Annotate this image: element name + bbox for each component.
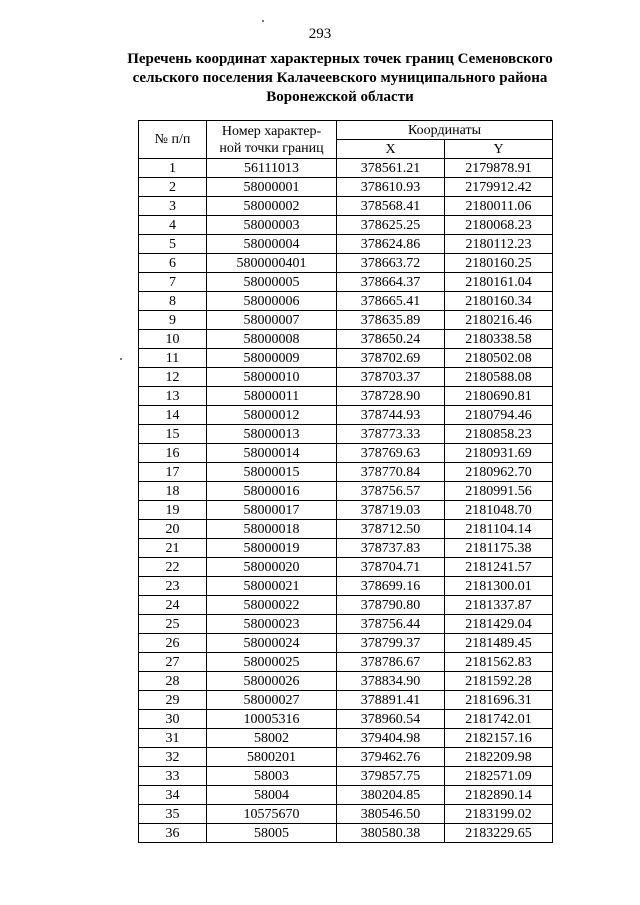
table-row [139,520,553,539]
table-row [139,691,553,710]
x-coordinate-cell: 378663.72 [337,254,445,273]
row-number-cell: 9 [139,311,207,330]
row-number-cell: 13 [139,387,207,406]
x-coordinate-cell: 378773.33 [337,425,445,444]
x-coordinate-cell: 378756.57 [337,482,445,501]
table-row [139,577,553,596]
header-point-line: ной точки границ [219,140,324,156]
point-id-cell: 58000007 [207,311,337,330]
row-number-cell: 35 [139,805,207,824]
row-number-cell: 25 [139,615,207,634]
row-number-cell: 23 [139,577,207,596]
x-coordinate-cell: 378625.25 [337,216,445,235]
table-row [139,786,553,805]
header-y: Y [445,140,553,159]
scan-dot [120,358,122,360]
point-id-cell: 5800201 [207,748,337,767]
y-coordinate-cell: 2180931.69 [445,444,553,463]
coordinates-table [138,120,553,843]
row-number-cell: 17 [139,463,207,482]
y-coordinate-cell: 2182890.14 [445,786,553,805]
point-id-cell: 58004 [207,786,337,805]
point-id-cell: 58000026 [207,672,337,691]
y-coordinate-cell: 2180690.81 [445,387,553,406]
point-id-cell: 58000002 [207,197,337,216]
table-row [139,558,553,577]
x-coordinate-cell: 379404.98 [337,729,445,748]
x-coordinate-cell: 378624.86 [337,235,445,254]
table-row [139,482,553,501]
x-coordinate-cell: 378650.24 [337,330,445,349]
x-coordinate-cell: 378561.21 [337,159,445,178]
x-coordinate-cell: 380546.50 [337,805,445,824]
point-id-cell: 58000006 [207,292,337,311]
point-id-cell: 58000021 [207,577,337,596]
y-coordinate-cell: 2180858.23 [445,425,553,444]
y-coordinate-cell: 2183229.65 [445,824,553,843]
row-number-cell: 16 [139,444,207,463]
row-number-cell: 31 [139,729,207,748]
table-row [139,349,553,368]
y-coordinate-cell: 2181048.70 [445,501,553,520]
row-number-cell: 2 [139,178,207,197]
y-coordinate-cell: 2179912.42 [445,178,553,197]
x-coordinate-cell: 380580.38 [337,824,445,843]
table-row [139,672,553,691]
point-id-cell: 58000027 [207,691,337,710]
point-id-cell: 58000010 [207,368,337,387]
title-line: Воронежской области [266,89,414,105]
table-row [139,824,553,843]
x-coordinate-cell: 378737.83 [337,539,445,558]
header-coordinates: Координаты [337,121,553,140]
table-row [139,729,553,748]
x-coordinate-cell: 378744.93 [337,406,445,425]
scan-dot [262,20,264,22]
row-number-cell: 11 [139,349,207,368]
x-coordinate-cell: 378703.37 [337,368,445,387]
x-coordinate-cell: 378786.67 [337,653,445,672]
point-id-cell: 5800000401 [207,254,337,273]
point-id-cell: 58000019 [207,539,337,558]
y-coordinate-cell: 2181696.31 [445,691,553,710]
point-id-cell: 58000023 [207,615,337,634]
table-row [139,463,553,482]
table-row [139,596,553,615]
y-coordinate-cell: 2181429.04 [445,615,553,634]
y-coordinate-cell: 2180338.58 [445,330,553,349]
y-coordinate-cell: 2180502.08 [445,349,553,368]
row-number-cell: 7 [139,273,207,292]
point-id-cell: 58000013 [207,425,337,444]
row-number-cell: 8 [139,292,207,311]
x-coordinate-cell: 378770.84 [337,463,445,482]
y-coordinate-cell: 2180161.04 [445,273,553,292]
y-coordinate-cell: 2181489.45 [445,634,553,653]
table-row [139,368,553,387]
table-row [139,501,553,520]
page-number: 293 [308,26,332,42]
row-number-cell: 21 [139,539,207,558]
row-number-cell: 14 [139,406,207,425]
row-number-cell: 24 [139,596,207,615]
row-number-cell: 5 [139,235,207,254]
x-coordinate-cell: 378728.90 [337,387,445,406]
table-row [139,197,553,216]
x-coordinate-cell: 378960.54 [337,710,445,729]
y-coordinate-cell: 2181300.01 [445,577,553,596]
row-number-cell: 12 [139,368,207,387]
row-number-cell: 27 [139,653,207,672]
table-row [139,292,553,311]
y-coordinate-cell: 2180011.06 [445,197,553,216]
y-coordinate-cell: 2180160.34 [445,292,553,311]
y-coordinate-cell: 2180794.46 [445,406,553,425]
y-coordinate-cell: 2183199.02 [445,805,553,824]
row-number-cell: 22 [139,558,207,577]
point-id-cell: 58005 [207,824,337,843]
x-coordinate-cell: 378799.37 [337,634,445,653]
x-coordinate-cell: 378699.16 [337,577,445,596]
point-id-cell: 58002 [207,729,337,748]
y-coordinate-cell: 2180962.70 [445,463,553,482]
row-number-cell: 3 [139,197,207,216]
point-id-cell: 58000020 [207,558,337,577]
table-row [139,634,553,653]
x-coordinate-cell: 378664.37 [337,273,445,292]
row-number-cell: 10 [139,330,207,349]
point-id-cell: 58000022 [207,596,337,615]
table-row [139,273,553,292]
y-coordinate-cell: 2181337.87 [445,596,553,615]
y-coordinate-cell: 2181241.57 [445,558,553,577]
row-number-cell: 18 [139,482,207,501]
x-coordinate-cell: 378834.90 [337,672,445,691]
table-row [139,653,553,672]
x-coordinate-cell: 378704.71 [337,558,445,577]
point-id-cell: 58000018 [207,520,337,539]
y-coordinate-cell: 2181742.01 [445,710,553,729]
row-number-cell: 15 [139,425,207,444]
table-row [139,159,553,178]
row-number-cell: 26 [139,634,207,653]
point-id-cell: 56111013 [207,159,337,178]
y-coordinate-cell: 2180068.23 [445,216,553,235]
point-id-cell: 58000001 [207,178,337,197]
y-coordinate-cell: 2182209.98 [445,748,553,767]
x-coordinate-cell: 378891.41 [337,691,445,710]
point-id-cell: 58000025 [207,653,337,672]
y-coordinate-cell: 2181175.38 [445,539,553,558]
y-coordinate-cell: 2181592.28 [445,672,553,691]
table-row [139,805,553,824]
table-row [139,387,553,406]
row-number-cell: 36 [139,824,207,843]
point-id-cell: 10005316 [207,710,337,729]
header-number: № п/п [139,121,207,159]
point-id-cell: 58000016 [207,482,337,501]
point-id-cell: 58000011 [207,387,337,406]
point-id-cell: 58003 [207,767,337,786]
table-row [139,748,553,767]
x-coordinate-cell: 378702.69 [337,349,445,368]
x-coordinate-cell: 380204.85 [337,786,445,805]
y-coordinate-cell: 2182157.16 [445,729,553,748]
row-number-cell: 32 [139,748,207,767]
table-row [139,425,553,444]
point-id-cell: 58000017 [207,501,337,520]
row-number-cell: 4 [139,216,207,235]
y-coordinate-cell: 2180216.46 [445,311,553,330]
row-number-cell: 28 [139,672,207,691]
x-coordinate-cell: 379857.75 [337,767,445,786]
x-coordinate-cell: 378756.44 [337,615,445,634]
y-coordinate-cell: 2180160.25 [445,254,553,273]
row-number-cell: 6 [139,254,207,273]
point-id-cell: 58000003 [207,216,337,235]
point-id-cell: 58000012 [207,406,337,425]
row-number-cell: 33 [139,767,207,786]
point-id-cell: 58000005 [207,273,337,292]
x-coordinate-cell: 379462.76 [337,748,445,767]
header-point [207,121,337,159]
x-coordinate-cell: 378665.41 [337,292,445,311]
row-number-cell: 1 [139,159,207,178]
y-coordinate-cell: 2179878.91 [445,159,553,178]
y-coordinate-cell: 2181562.83 [445,653,553,672]
table-row [139,767,553,786]
point-id-cell: 58000015 [207,463,337,482]
y-coordinate-cell: 2182571.09 [445,767,553,786]
table-row [139,710,553,729]
row-number-cell: 29 [139,691,207,710]
x-coordinate-cell: 378719.03 [337,501,445,520]
point-id-cell: 10575670 [207,805,337,824]
y-coordinate-cell: 2181104.14 [445,520,553,539]
table-row [139,235,553,254]
table-row [139,178,553,197]
table-row [139,444,553,463]
document-title [120,50,560,107]
x-coordinate-cell: 378610.93 [337,178,445,197]
y-coordinate-cell: 2180588.08 [445,368,553,387]
row-number-cell: 34 [139,786,207,805]
table-row [139,406,553,425]
point-id-cell: 58000004 [207,235,337,254]
point-id-cell: 58000024 [207,634,337,653]
row-number-cell: 19 [139,501,207,520]
x-coordinate-cell: 378790.80 [337,596,445,615]
point-id-cell: 58000014 [207,444,337,463]
y-coordinate-cell: 2180991.56 [445,482,553,501]
table-row [139,254,553,273]
x-coordinate-cell: 378635.89 [337,311,445,330]
row-number-cell: 30 [139,710,207,729]
table-row [139,216,553,235]
x-coordinate-cell: 378568.41 [337,197,445,216]
x-coordinate-cell: 378712.50 [337,520,445,539]
table-row [139,615,553,634]
row-number-cell: 20 [139,520,207,539]
header-point-line: Номер характер- [221,123,322,139]
x-coordinate-cell: 378769.63 [337,444,445,463]
header-x: X [337,140,445,159]
y-coordinate-cell: 2180112.23 [445,235,553,254]
point-id-cell: 58000008 [207,330,337,349]
title-line: Перечень координат характерных точек границ Семеновского [127,51,553,67]
table-row [139,311,553,330]
title-line: сельского поселения Калачеевского муниципального района [132,70,548,86]
table-row [139,330,553,349]
point-id-cell: 58000009 [207,349,337,368]
table-row [139,539,553,558]
